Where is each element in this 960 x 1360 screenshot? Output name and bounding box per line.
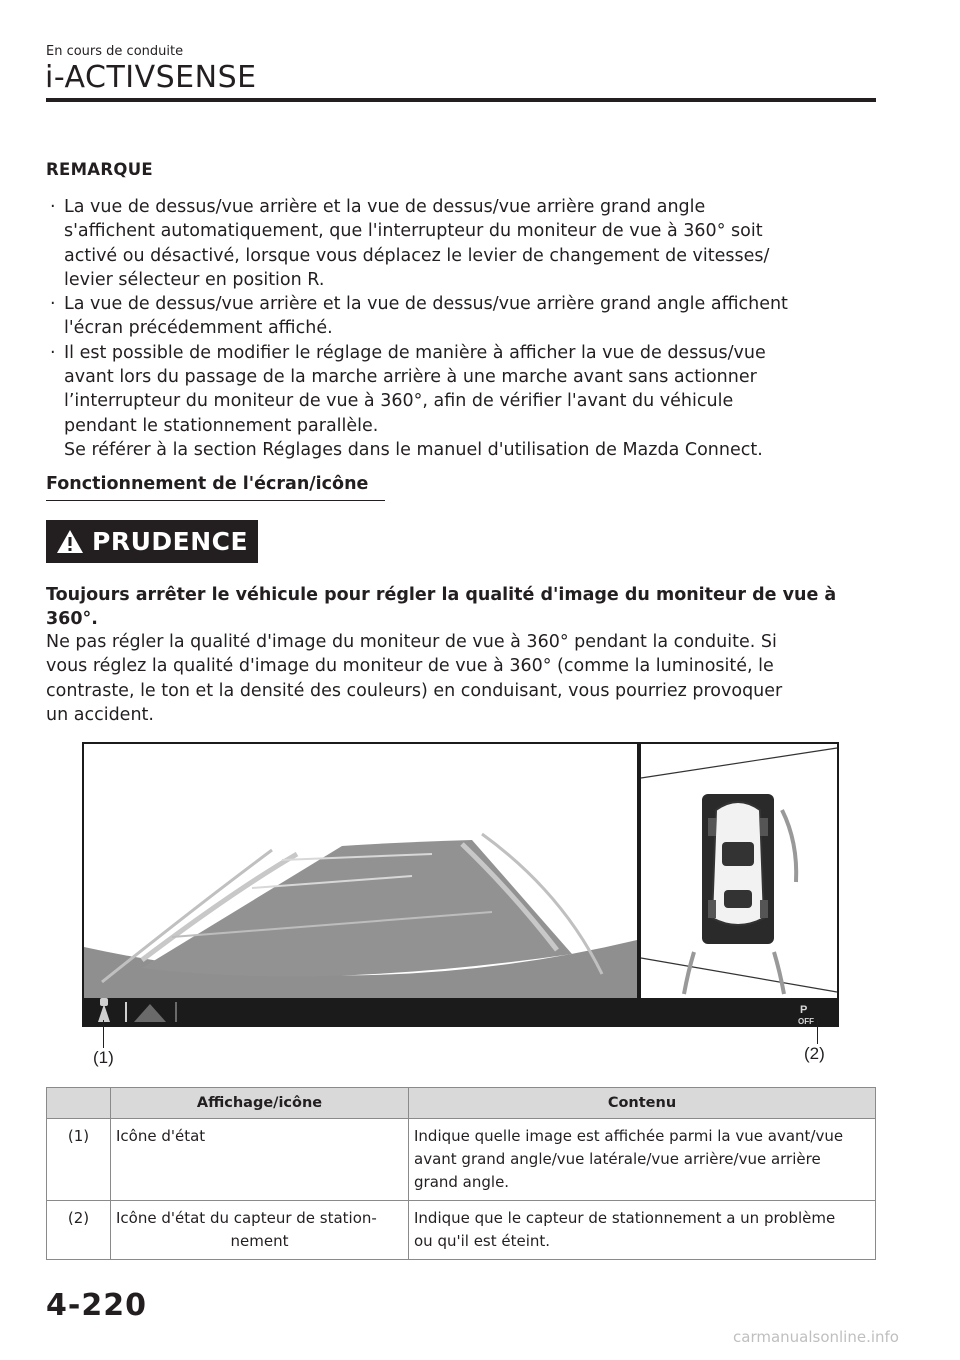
note-list — [46, 195, 876, 462]
section-heading: Fonctionnement de l'écran/icône — [46, 474, 369, 494]
section-heading-underline — [46, 500, 385, 501]
watermark: carmanualsonline.info — [733, 1328, 899, 1346]
cell-line: Icône d'état — [116, 1127, 206, 1145]
cell-line: Indique quelle image est affichée parmi la vue avant/vue — [414, 1127, 844, 1145]
table-cell-name — [111, 1201, 409, 1260]
cell-line: grand angle. — [414, 1173, 510, 1191]
note-title: REMARQUE — [46, 160, 153, 179]
caution-body-line: un accident. — [46, 704, 154, 725]
table-row — [47, 1119, 876, 1201]
caution-body-text — [46, 630, 876, 727]
callout-leader-1 — [103, 1020, 104, 1048]
note-line: s'affichent automatiquement, que l'interrupteur du moniteur de vue à 360° soit — [64, 221, 763, 242]
table-cell-content — [409, 1119, 876, 1201]
note-line: activé ou désactivé, lorsque vous déplacez le levier de changement de vitesses/ — [64, 245, 770, 266]
table-row — [47, 1201, 876, 1260]
note-line: Il est possible de modifier le réglage de manière à afficher la vue de dessus/vue — [64, 342, 766, 363]
table-cell-num: (2) — [47, 1201, 111, 1260]
note-item: · Il est possible de modifier le réglage de manière à afficher la vue de dessus/vue avant lors du passage de la marche arrière à une marche avant sans actionner l’interrupteur du moniteur de vue à 360°, afin de vérifier l'avant du véhicule pendant le stationnement parallèle. Se référer à la section Réglages dans le manuel d'utilisation de Mazda Connect. — [46, 341, 876, 462]
page-title: i-ACTIVSENSE — [45, 60, 257, 95]
note-line: La vue de dessus/vue arrière et la vue de dessus/vue arrière grand angle — [64, 197, 706, 217]
note-line: l’interrupteur du moniteur de vue à 360°, afin de vérifier l'avant du véhicule — [64, 391, 734, 412]
table-header-cell: Contenu — [409, 1088, 876, 1119]
note-line: Se référer à la section Réglages dans le manuel d'utilisation de Mazda Connect. — [64, 439, 763, 460]
cell-line: ou qu'il est éteint. — [414, 1232, 551, 1250]
table-header-row — [47, 1088, 876, 1119]
note-line: pendant le stationnement parallèle. — [64, 415, 379, 436]
svg-text:P: P — [800, 1004, 808, 1016]
table-header-cell: Affichage/icône — [111, 1088, 409, 1119]
table-cell-name — [111, 1119, 409, 1201]
svg-text:OFF: OFF — [798, 1017, 814, 1026]
monitor-illustration — [82, 742, 839, 1027]
note-line: La vue de dessus/vue arrière et la vue de dessus/vue arrière grand angle affichent — [64, 294, 788, 315]
table-cell-num: (1) — [47, 1119, 111, 1201]
caution-body-line: contraste, le ton et la densité des couleurs) en conduisant, vous pourriez provoquer — [46, 680, 783, 701]
warning-triangle-icon — [56, 529, 84, 554]
caution-bold-line: Toujours arrêter le véhicule pour régler la qualité d'image du moniteur de vue à — [46, 585, 837, 605]
note-line: avant lors du passage de la marche arrière à une marche avant sans actionner — [64, 367, 757, 388]
icon-table — [46, 1087, 876, 1260]
caution-banner — [46, 520, 258, 563]
cell-line: nement — [230, 1232, 289, 1250]
caution-bold-text — [46, 583, 876, 631]
cell-line: Indique que le capteur de stationnement a un problème — [414, 1209, 836, 1227]
cell-line: avant grand angle/vue latérale/vue arrière/vue arrière — [414, 1150, 821, 1168]
callout-leader-2 — [817, 1020, 818, 1044]
table-header-cell — [47, 1088, 111, 1119]
caution-body-line: vous réglez la qualité d'image du moniteur de vue à 360° (comme la luminosité, le — [46, 656, 774, 677]
caution-bold-line: 360°. — [46, 609, 98, 629]
cell-line: Icône d'état du capteur de station- — [116, 1209, 377, 1227]
caution-body-line: Ne pas régler la qualité d'image du moniteur de vue à 360° pendant la conduite. Si — [46, 632, 777, 652]
table-cell-content — [409, 1201, 876, 1260]
header-divider — [46, 98, 876, 102]
section-label: En cours de conduite — [46, 44, 184, 59]
note-item: · La vue de dessus/vue arrière et la vue de dessus/vue arrière grand angle s'affichent automatiquement, que l'interrupteur du moniteur de vue à 360° soit activé ou désactivé, lorsque vous déplacez le levier de changement de vitesses/ levier sélecteur en position R. — [46, 195, 876, 292]
callout-1: (1) — [93, 1048, 114, 1067]
note-line: l'écran précédemment affiché. — [64, 318, 333, 339]
note-line: levier sélecteur en position R. — [64, 269, 325, 290]
note-item: · La vue de dessus/vue arrière et la vue de dessus/vue arrière grand angle affichent l'écran précédemment affiché. — [46, 292, 876, 341]
callout-2: (2) — [804, 1044, 825, 1063]
page-number: 4-220 — [46, 1288, 147, 1323]
caution-label: PRUDENCE — [92, 527, 249, 556]
